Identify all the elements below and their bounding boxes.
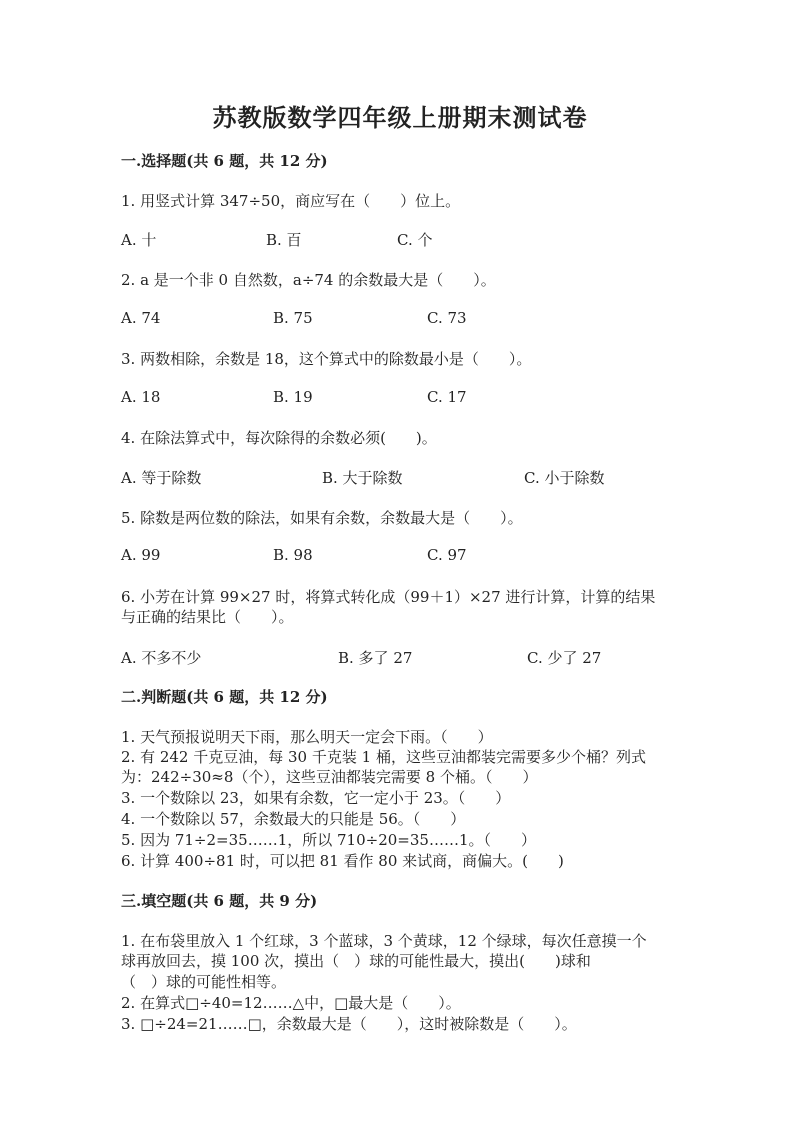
statement-line: 3. 一个数除以 23，如果有余数，它一定小于 23。（ ） — [121, 789, 511, 807]
fill-line: 2. 在算式□÷40=12……△中，□最大是（ ）。 — [121, 994, 461, 1012]
section-heading-choice: 一.选择题(共 6 题，共 12 分) — [121, 152, 328, 170]
statement-line: 4. 一个数除以 57，余数最大的只能是 56。（ ） — [121, 810, 466, 828]
statement-line: 2. 有 242 千克豆油，每 30 千克装 1 桶，这些豆油都装完需要多少个桶？列式 — [121, 748, 646, 766]
section-heading-fill-blank: 三.填空题(共 6 题，共 9 分) — [121, 892, 318, 910]
page-title: 苏教版数学四年级上册期末测试卷 — [212, 103, 588, 132]
option-c: C. 小于除数 — [524, 469, 605, 487]
option-b: B. 75 — [273, 309, 313, 327]
fill-line: 3. □÷24=21……□，余数最大是（ ），这时被除数是（ ）。 — [121, 1015, 577, 1033]
question-text-line: 6. 小芳在计算 99×27 时，将算式转化成（99＋1）×27 进行计算，计算的结果 — [121, 588, 656, 606]
option-a: A. 不多不少 — [121, 649, 202, 667]
question-text-line: 与正确的结果比（ ）。 — [121, 608, 294, 626]
statement-line: 6. 计算 400÷81 时，可以把 81 看作 80 来试商，商偏大。( ) — [121, 852, 564, 870]
option-b: B. 百 — [266, 231, 302, 249]
option-c: C. 少了 27 — [527, 649, 602, 667]
fill-line: 球再放回去，摸 100 次，摸出（ ）球的可能性最大，摸出( )球和 — [121, 952, 591, 970]
question-text: 1. 用竖式计算 347÷50，商应写在（ ）位上。 — [121, 192, 461, 210]
fill-line: （ ）球的可能性相等。 — [121, 973, 287, 991]
option-a: A. 等于除数 — [121, 469, 202, 487]
question-text: 5. 除数是两位数的除法，如果有余数，余数最大是（ ）。 — [121, 509, 523, 527]
statement-line: 5. 因为 71÷2=35……1，所以 710÷20=35……1。（ ） — [121, 831, 536, 849]
question-text: 3. 两数相除，余数是 18，这个算式中的除数最小是（ ）。 — [121, 350, 532, 368]
option-c: C. 17 — [427, 388, 467, 406]
section-heading-judgement: 二.判断题(共 6 题，共 12 分) — [121, 688, 328, 706]
option-c: C. 73 — [427, 309, 467, 327]
statement-line: 1. 天气预报说明天下雨，那么明天一定会下雨。（ ） — [121, 728, 493, 746]
option-b: B. 19 — [273, 388, 313, 406]
question-text: 4. 在除法算式中，每次除得的余数必须( )。 — [121, 429, 437, 447]
fill-line: 1. 在布袋里放入 1 个红球，3 个蓝球，3 个黄球，12 个绿球，每次任意摸一个 — [121, 932, 647, 950]
option-a: A. 18 — [121, 388, 161, 406]
option-c: C. 个 — [397, 231, 433, 249]
option-a: A. 99 — [121, 546, 161, 564]
option-b: B. 98 — [273, 546, 313, 564]
option-b: B. 大于除数 — [322, 469, 403, 487]
option-b: B. 多了 27 — [338, 649, 413, 667]
option-a: A. 十 — [121, 231, 157, 249]
option-c: C. 97 — [427, 546, 467, 564]
statement-line: 为：242÷30≈8（个），这些豆油都装完需要 8 个桶。（ ） — [121, 768, 538, 786]
option-a: A. 74 — [121, 309, 161, 327]
question-text: 2. a 是一个非 0 自然数，a÷74 的余数最大是（ ）。 — [121, 271, 496, 289]
